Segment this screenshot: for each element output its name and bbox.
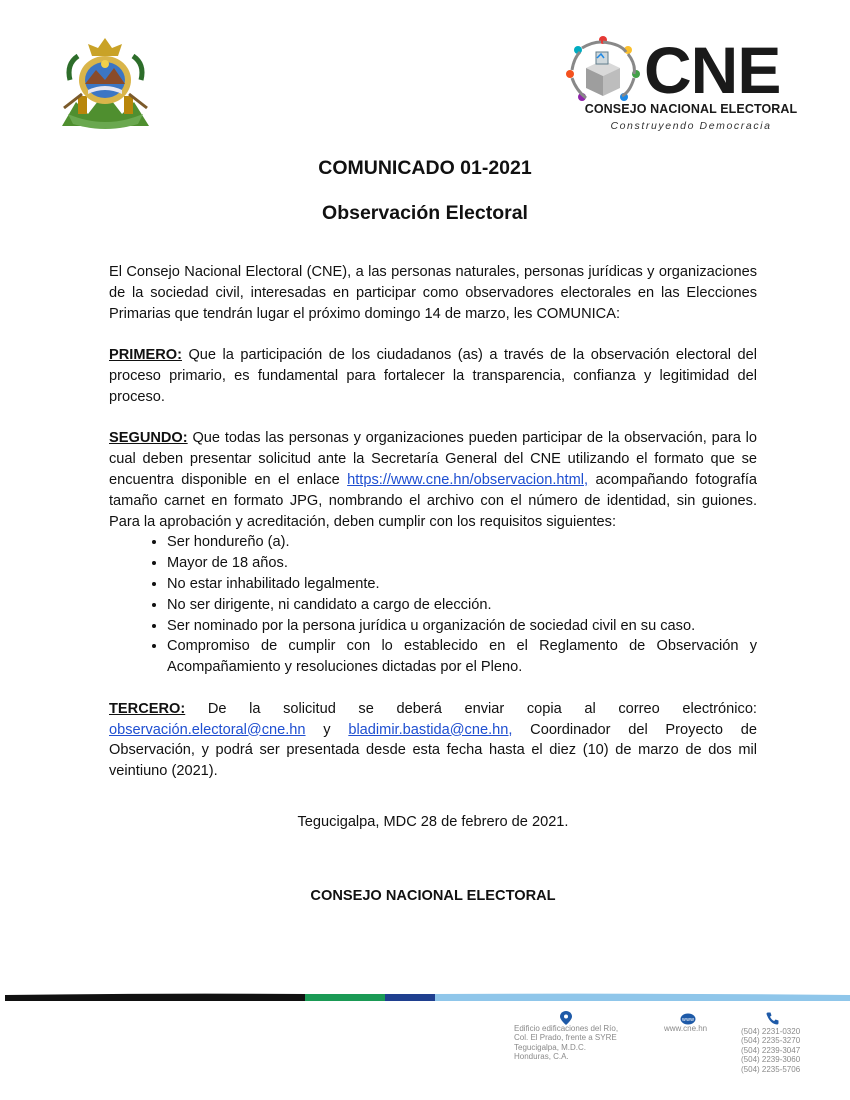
- phone-number: (504) 2239-3060: [741, 1055, 801, 1065]
- observacion-link[interactable]: https://www.cne.hn/observacion.html,: [347, 471, 589, 488]
- stripe-light-blue: [435, 994, 850, 1001]
- phone-icon: [766, 1012, 779, 1025]
- phone-number: (504) 2235-5706: [741, 1064, 801, 1074]
- page-subtitle: Observación Electoral: [322, 202, 528, 224]
- list-item: • Mayor de 18 años.: [167, 553, 757, 574]
- cne-logo-name: CONSEJO NACIONAL ELECTORAL: [584, 102, 798, 116]
- address-line: Edificio edificaciones del Río,: [514, 1024, 619, 1033]
- primero-text: Que la participación de los ciudadanos (as) a través de la observación electoral del proceso primario, es fundamental para fortalecer la transparencia, confianza y legitimidad del proceso.: [109, 347, 757, 405]
- segundo-text-after: acompañando fotografía tamaño carnet en formato JPG, nombrando el archivo con el número de identidad, sin guiones. Para la aprobación y acreditación, deben cumplir con los requisitos siguientes:: [109, 471, 757, 530]
- list-item: • Ser hondureño (a).: [167, 532, 757, 553]
- footer-phones: [741, 1027, 800, 1074]
- email-link-bastida[interactable]: bladimir.bastida@cne.hn,: [348, 721, 513, 738]
- date-line: Tegucigalpa, MDC 28 de febrero de 2021.: [297, 814, 569, 830]
- segundo-text-before: Que todas las personas y organizaciones pueden participar de la observación, para lo cual deben presentar solicitud ante la Secretaría General del CNE utilizando el formato que se encuentra disponible en el enlace: [109, 430, 757, 488]
- address-line: Col. El Prado, frente a SYRE: [514, 1033, 617, 1043]
- primero-label: PRIMERO:: [109, 347, 182, 364]
- phone-number: (504) 2231-0320: [741, 1027, 801, 1036]
- stripe-navy: [385, 994, 435, 1001]
- intro-paragraph: El Consejo Nacional Electoral (CNE), a las personas naturales, personas jurídicas y organizaciones de la sociedad civil, interesadas en participar como observadores electorales en las Elecciones Primarias que tendrán lugar el próximo domingo 14 de marzo, les COMUNICA:: [109, 264, 757, 322]
- tercero-text-before: De la solicitud se deberá enviar copia al correo electrónico:: [185, 700, 757, 717]
- list-item: • No ser dirigente, ni candidato a cargo de elección.: [167, 595, 757, 616]
- footer-website[interactable]: www.cne.hn: [664, 1024, 708, 1033]
- tercero-label: TERCERO:: [109, 700, 186, 717]
- phone-number: (504) 2235-3270: [741, 1036, 801, 1046]
- cne-ballot-box-emblem-icon: [566, 34, 640, 108]
- cne-logo-tagline: Construyendo Democracia: [610, 120, 772, 132]
- cne-letters: CNE: [644, 33, 781, 107]
- tercero-text-after: Coordinador del Proyecto de Observación, y podrá ser presentada desde esta fecha hasta el diez (10) de marzo de dos mil veintiuno (2021).: [109, 721, 757, 780]
- footer-address: [514, 1024, 618, 1062]
- footer-stripe: [5, 993, 850, 1001]
- honduras-coat-of-arms-icon: [58, 34, 153, 130]
- list-item: • No estar inhabilitado legalmente.: [167, 574, 757, 595]
- page-title: COMUNICADO 01-2021: [318, 157, 532, 179]
- svg-text:www: www: [681, 1017, 695, 1023]
- list-item: • Compromiso de cumplir con lo establecido en el Reglamento de Observación y Acompañamiento y resoluciones dictadas por el Pleno.: [167, 636, 757, 678]
- list-item: • Ser nominado por la persona jurídica u organización de sociedad civil en su caso.: [167, 616, 757, 637]
- requirements-list: [109, 532, 757, 678]
- stripe-green: [305, 994, 385, 1001]
- tercero-paragraph: [109, 699, 757, 782]
- address-line: Tegucigalpa, M.D.C.: [514, 1042, 587, 1052]
- primero-paragraph: [109, 345, 757, 407]
- address-line: Honduras, C.A.: [514, 1052, 569, 1062]
- signature: CONSEJO NACIONAL ELECTORAL: [310, 888, 556, 904]
- cne-logo: [562, 34, 814, 136]
- segundo-paragraph: [109, 428, 757, 678]
- phone-number: (504) 2239-3047: [741, 1045, 801, 1055]
- location-pin-icon: [560, 1011, 572, 1025]
- email-link-observacion[interactable]: observación.electoral@cne.hn: [109, 721, 306, 738]
- segundo-label: SEGUNDO:: [109, 430, 188, 447]
- stripe-black: [5, 994, 305, 1001]
- tercero-conj: y: [305, 721, 349, 738]
- document-body: [109, 262, 757, 803]
